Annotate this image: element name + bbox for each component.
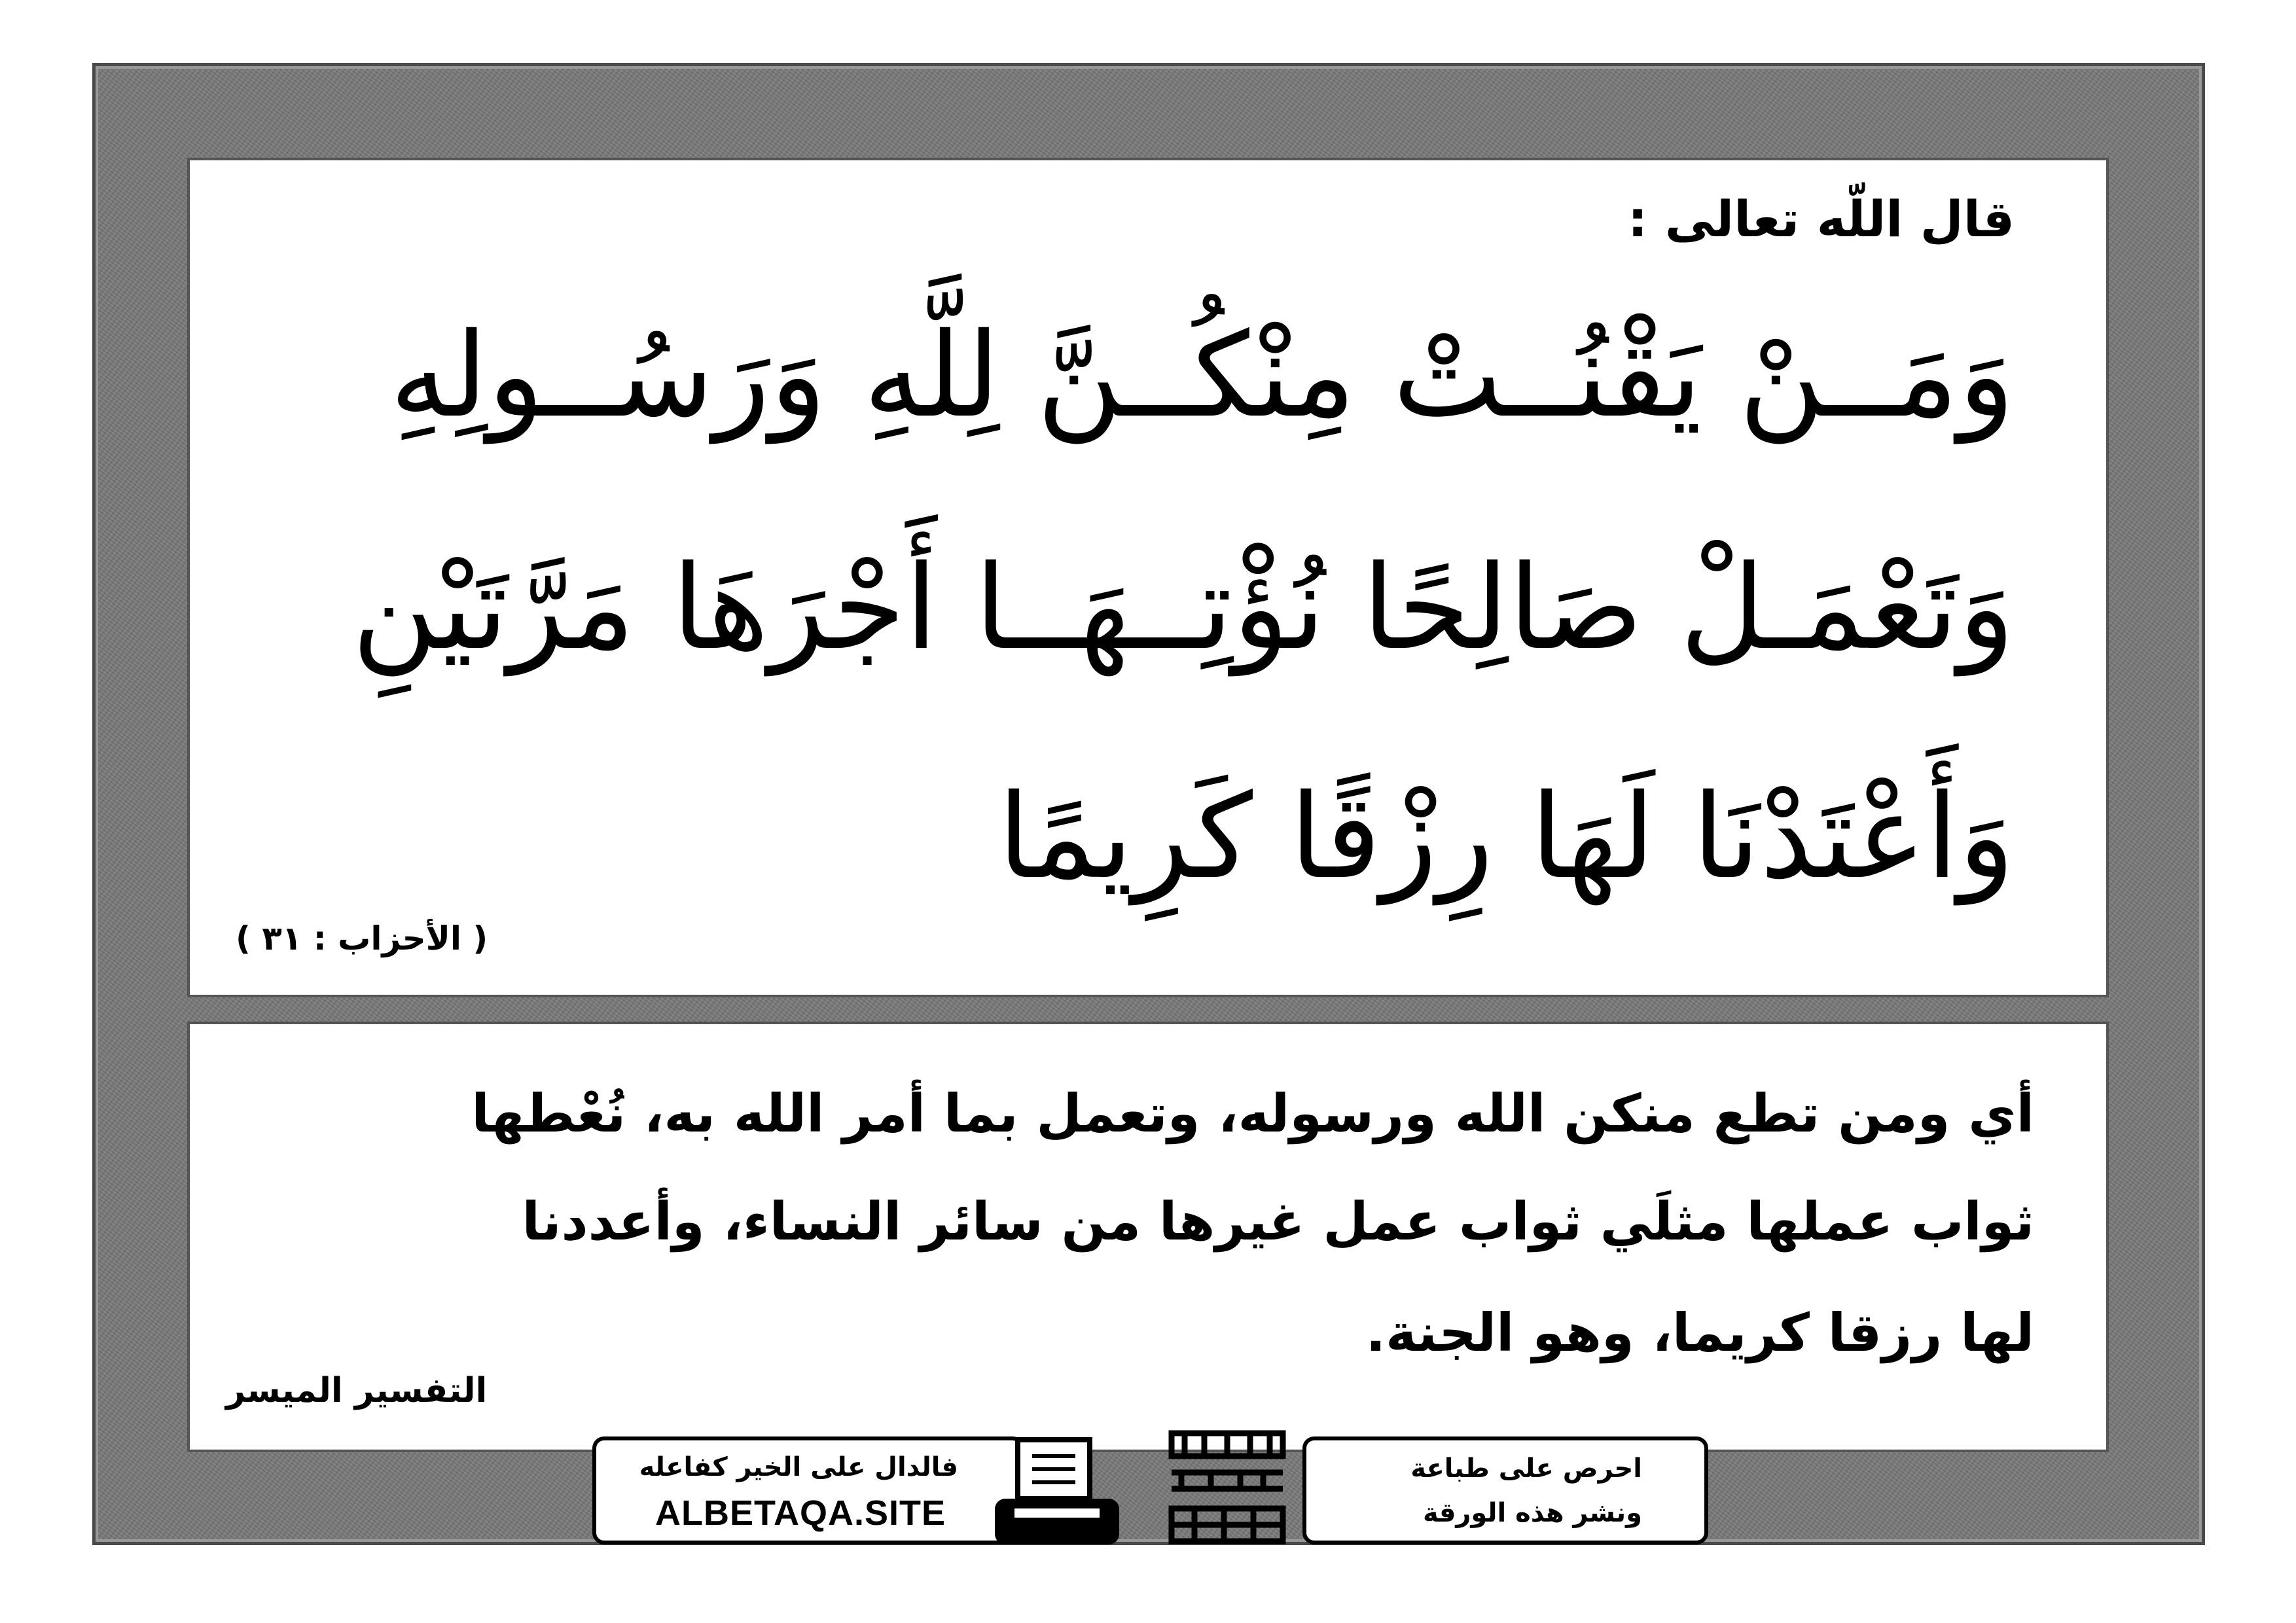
footer-site-box	[592, 1436, 1024, 1544]
tafsir-line-3: لها رزقا كريما، وهو الجنة.	[1365, 1302, 2034, 1363]
footer-print-line-1: احرص على طباعة	[1410, 1454, 1642, 1484]
verse-line-1: وَمَــنْ يَقْنُــتْ مِنْكُــنَّ لِلَّهِ وَرَسُــولِهِ	[389, 308, 2015, 443]
verse-line-3: وَأَعْتَدْنَا لَهَا رِزْقًا كَرِيمًا	[997, 769, 2015, 904]
footer-print-box	[1302, 1436, 1708, 1544]
verse-reference: ( الأحزاب : ٣١ )	[236, 919, 488, 957]
tafsir-line-1: أي ومن تطع منكن الله ورسوله، وتعمل بما أمر الله به، نُعْطها	[471, 1083, 2034, 1144]
intro-heading: قال اللّه تعالى :	[1627, 190, 2015, 248]
printer-icon	[992, 1436, 1122, 1551]
tafsir-line-2: ثواب عملها مثلَي ثواب عمل غيرها من سائر النساء، وأعددنا	[522, 1191, 2034, 1252]
calligraphy-logo-icon	[1165, 1427, 1289, 1548]
footer-site-link[interactable]: ALBETAQA.SITE	[655, 1493, 946, 1533]
footer-print-line-2: ونشر هذه الورقة	[1422, 1498, 1642, 1528]
verse-line-2: وَتَعْمَـلْ صَالِحًا نُؤْتِــهَــا أَجْرَهَا مَرَّتَيْنِ	[351, 540, 2015, 675]
footer-saying: فالدال على الخير كفاعله	[639, 1452, 958, 1482]
tafsir-source: التفسير الميسر	[226, 1371, 488, 1410]
